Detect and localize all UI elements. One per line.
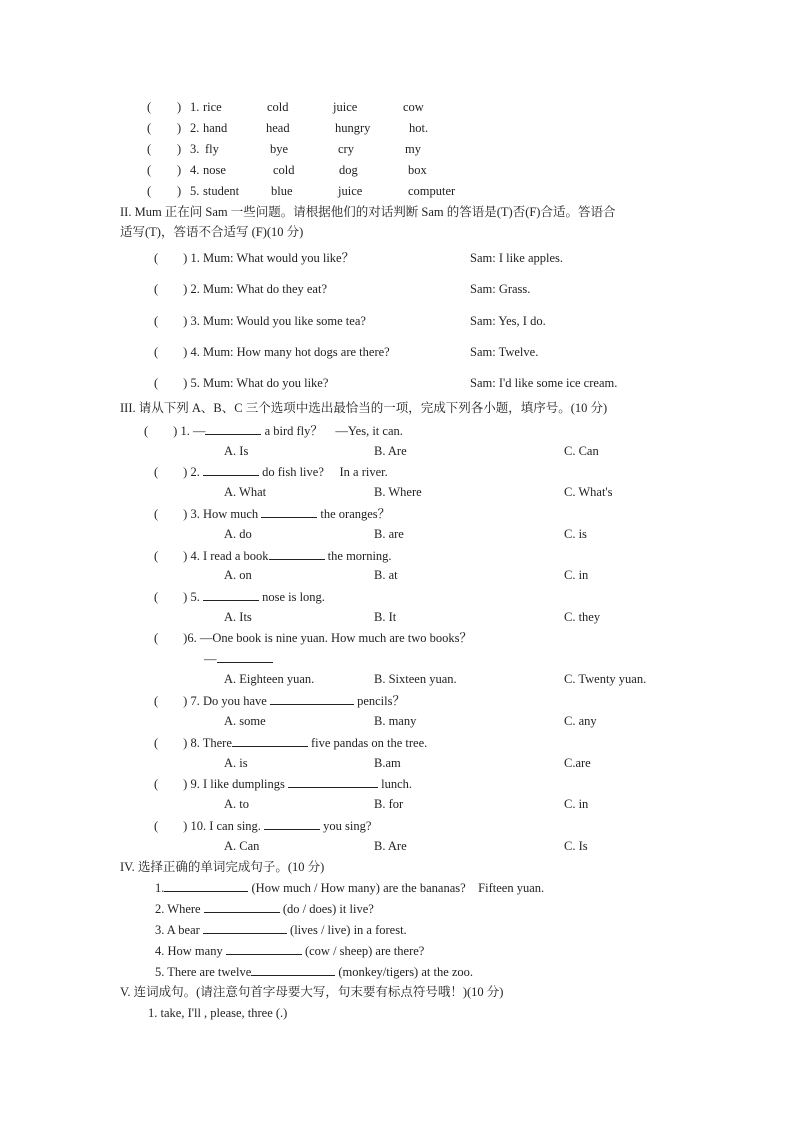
paren-close: ) (177, 184, 182, 198)
dialogue-question: ( ) 3. Mum: Would you like some tea? (154, 314, 366, 328)
question-text: nose is long. (262, 590, 325, 604)
paren-open: ( (147, 100, 152, 114)
option-a: A. What (224, 485, 267, 499)
option-b: B. Are (374, 839, 407, 853)
word-3: juice (333, 100, 358, 114)
option-c: C.are (564, 756, 591, 770)
sentence-text: (monkey/tigers) at the zoo. (338, 965, 474, 979)
word-2: head (266, 121, 290, 135)
answer-blank[interactable] (269, 547, 325, 560)
question-line (154, 547, 392, 564)
option-b: B. many (374, 714, 417, 728)
word-2: cold (267, 100, 289, 114)
option-a: A. to (224, 797, 249, 811)
sentence-text: (cow / sheep) are there? (304, 944, 425, 958)
question-line (204, 650, 273, 667)
option-c: C. in (564, 797, 589, 811)
answer-blank[interactable] (203, 921, 287, 934)
paren-open: ( (147, 121, 152, 135)
option-c: C. they (564, 610, 601, 624)
sentence-line (155, 963, 473, 980)
section-heading: II. Mum 正在问 Sam 一些问题。请根据他们的对话判断 Sam 的答语是(T)否(F)合适。答语合 (120, 205, 616, 219)
question-text: ( ) 9. I like dumplings (154, 777, 285, 791)
item-number: 2. (190, 121, 200, 135)
item-number: 3. (190, 142, 200, 156)
word-3: cry (338, 142, 354, 156)
answer-blank[interactable] (251, 963, 335, 976)
word-1: fly (205, 142, 219, 156)
question-text: the morning. (327, 549, 392, 563)
question-text: ( ) 8. There (154, 736, 232, 750)
word-1: rice (203, 100, 222, 114)
sentence-text: 1. (155, 881, 165, 895)
dialogue-answer: Sam: I like apples. (470, 251, 564, 265)
scramble-item: 1. take, I'll , please, three (.) (148, 1006, 288, 1020)
answer-blank[interactable] (226, 942, 302, 955)
question-text: lunch. (381, 777, 413, 791)
question-line (154, 588, 325, 605)
word-1: hand (203, 121, 228, 135)
word-4: hot. (409, 121, 429, 135)
dialogue-question: ( ) 4. Mum: How many hot dogs are there? (154, 345, 390, 359)
option-c: C. What's (564, 485, 613, 499)
word-4: computer (408, 184, 456, 198)
question-text: ( ) 4. I read a book (154, 549, 269, 563)
paren-open: ( (147, 163, 152, 177)
item-number: 1. (190, 100, 200, 114)
sentence-line (155, 942, 424, 959)
section-heading-cont: 适写(T)，答语不合适写 (F)(10 分) (120, 225, 304, 239)
option-c: C. Can (564, 444, 599, 458)
answer-blank[interactable] (203, 588, 259, 601)
option-b: B. for (374, 797, 404, 811)
option-b: B. at (374, 568, 398, 582)
item-number: 5. (190, 184, 200, 198)
option-c: C. in (564, 568, 589, 582)
word-4: cow (403, 100, 424, 114)
question-text: ( ) 3. How much (154, 507, 259, 521)
word-2: cold (273, 163, 295, 177)
paren-close: ) (177, 142, 182, 156)
option-a: A. Can (224, 839, 260, 853)
option-a: A. do (224, 527, 252, 541)
answer-blank[interactable] (232, 734, 308, 747)
question-text: ( ) 2. (154, 465, 200, 479)
sentence-text: (How much / How many) are the bananas? Fifteen yuan. (251, 881, 545, 895)
question-text: you sing? (323, 819, 372, 833)
option-a: A. is (224, 756, 248, 770)
answer-blank[interactable] (203, 463, 259, 476)
word-2: bye (270, 142, 289, 156)
question-text: ( ) 5. (154, 590, 200, 604)
word-1: student (203, 184, 240, 198)
paren-close: ) (177, 121, 182, 135)
option-b: B. Sixteen yuan. (374, 672, 457, 686)
question-text: ( ) 10. I can sing. (154, 819, 261, 833)
option-c: C. Is (564, 839, 588, 853)
answer-blank[interactable] (217, 650, 273, 663)
dialogue-answer: Sam: Twelve. (470, 345, 539, 359)
answer-blank[interactable] (204, 900, 280, 913)
word-4: box (408, 163, 427, 177)
dialogue-question: ( ) 2. Mum: What do they eat? (154, 282, 327, 296)
word-3: dog (339, 163, 358, 177)
option-c: C. Twenty yuan. (564, 672, 647, 686)
option-a: A. Eighteen yuan. (224, 672, 315, 686)
question-text: ( ) 7. Do you have (154, 694, 267, 708)
word-2: blue (271, 184, 293, 198)
dialogue-question: ( ) 5. Mum: What do you like? (154, 376, 329, 390)
sentence-line (155, 921, 407, 938)
option-b: B.am (374, 756, 401, 770)
option-b: B. are (374, 527, 404, 541)
question-text: ( )6. —One book is nine yuan. How much are two books？ (154, 631, 473, 645)
paren-open: ( (147, 142, 152, 156)
question-text: a bird fly？ —Yes, it can. (264, 424, 403, 438)
sentence-text: 5. There are twelve (155, 965, 252, 979)
word-3: juice (338, 184, 363, 198)
dialogue-question: ( ) 1. Mum: What would you like？ (154, 251, 355, 265)
section-heading: III. 请从下列 A、B、C 三个选项中选出最恰当的一项，完成下列各小题，填序号。(10 分) (120, 401, 608, 415)
word-4: my (405, 142, 421, 156)
answer-blank[interactable] (261, 505, 317, 518)
dialogue-answer: Sam: Yes, I do. (470, 314, 546, 328)
question-line (154, 817, 371, 834)
question-line (154, 692, 405, 709)
sentence-line (155, 879, 544, 896)
sentence-text: 4. How many (155, 944, 223, 958)
dialogue-answer: Sam: Grass. (470, 282, 531, 296)
sentence-text: (do / does) it live? (282, 902, 374, 916)
answer-blank[interactable] (270, 692, 354, 705)
question-text: do fish live? In a river. (262, 465, 388, 479)
question-line (154, 775, 412, 792)
sentence-text: 3. A bear (155, 923, 200, 937)
paren-close: ) (177, 100, 182, 114)
paren-open: ( (147, 184, 152, 198)
answer-blank[interactable] (264, 817, 320, 830)
section-heading: IV. 选择正确的单词完成句子。(10 分) (120, 860, 325, 874)
option-a: A. Its (224, 610, 252, 624)
sentence-text: (lives / live) in a forest. (290, 923, 407, 937)
item-number: 4. (190, 163, 200, 177)
answer-blank[interactable] (205, 422, 261, 435)
option-c: C. is (564, 527, 587, 541)
word-1: nose (203, 163, 226, 177)
question-line (144, 422, 403, 439)
sentence-line (155, 900, 374, 917)
option-b: B. It (374, 610, 397, 624)
question-text: five pandas on the tree. (311, 736, 428, 750)
answer-blank[interactable] (164, 879, 248, 892)
question-text: — (204, 652, 217, 666)
option-b: B. Are (374, 444, 407, 458)
option-b: B. Where (374, 485, 422, 499)
question-line (154, 463, 388, 480)
sentence-text: 2. Where (155, 902, 201, 916)
dialogue-answer: Sam: I'd like some ice cream. (470, 376, 618, 390)
question-text: ( ) 1. — (144, 424, 206, 438)
option-a: A. some (224, 714, 266, 728)
answer-blank[interactable] (288, 775, 378, 788)
question-text: pencils？ (357, 694, 405, 708)
word-3: hungry (335, 121, 371, 135)
question-text: the oranges？ (320, 507, 391, 521)
question-line (154, 505, 390, 522)
question-line (154, 734, 427, 751)
option-a: A. on (224, 568, 252, 582)
paren-close: ) (177, 163, 182, 177)
section-heading: V. 连词成句。(请注意句首字母要大写，句末要有标点符号哦！)(10 分) (120, 985, 504, 999)
option-c: C. any (564, 714, 597, 728)
option-a: A. Is (224, 444, 249, 458)
